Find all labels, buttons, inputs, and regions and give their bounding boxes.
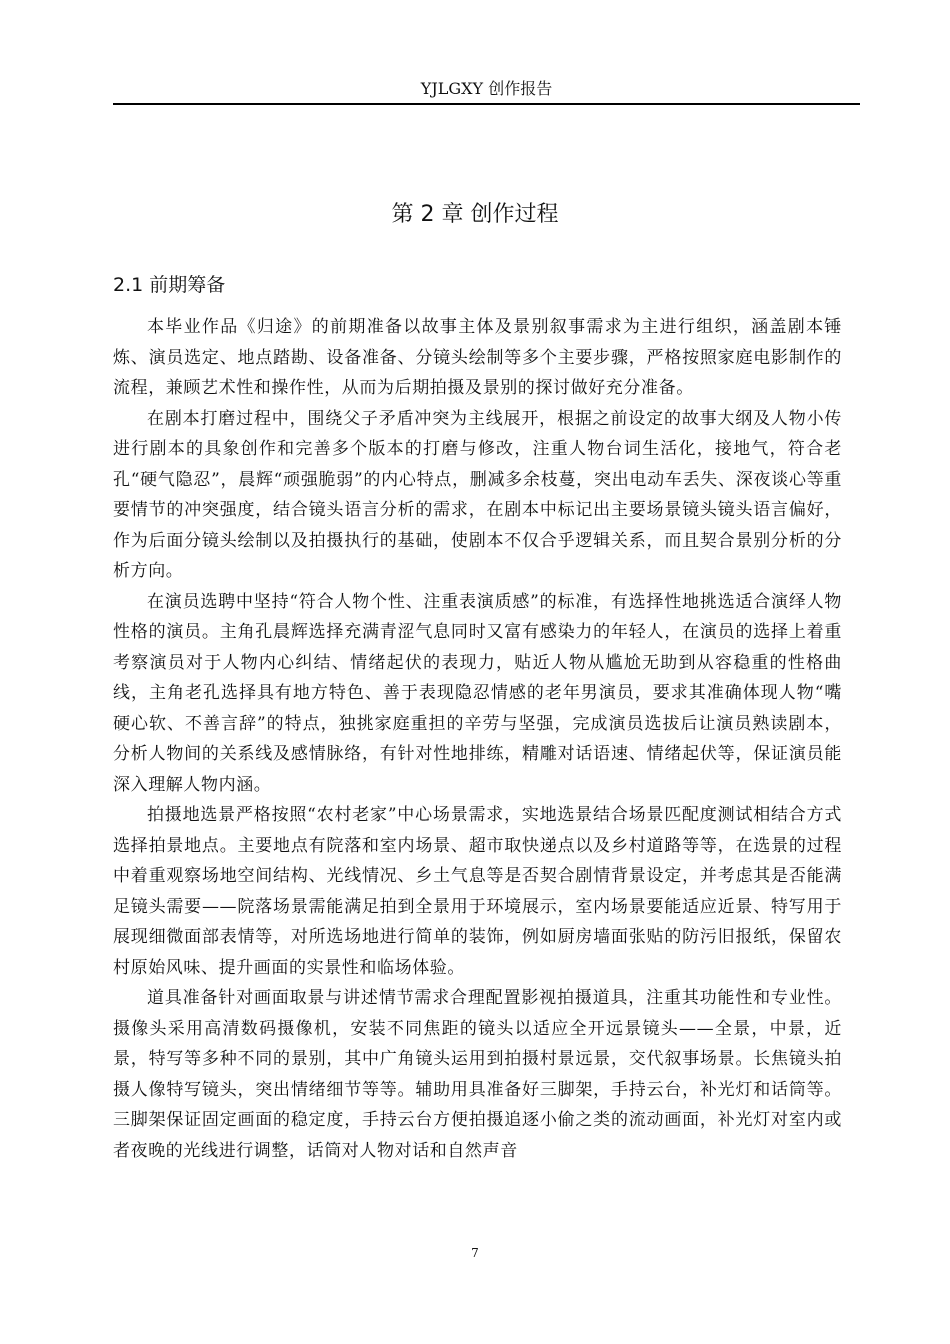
- page-header: [113, 78, 860, 105]
- paragraph: 拍摄地选景严格按照“农村老家”中心场景需求，实地选景结合场景匹配度测试相结合方式选择拍景地点。主要地点有院落和室内场景、超市取快递点以及乡村道路等等，在选景的过程中着重观察场地空间结构、光线情况、乡土气息等是否契合剧情背景设定，并考虑其是否能满足镜头需要——院落场景需能满足拍到全景用于环境展示，室内场景要能适应近景、特写用于展现细微面部表情等，对所选场地进行简单的装饰，例如厨房墙面张贴的防污旧报纸，保留农村原始风味、提升画面的实景性和临场体验。: [113, 805, 842, 978]
- paragraph: 在演员选聘中坚持“符合人物个性、注重表演质感”的标准，有选择性地挑选适合演绎人物性格的演员。主角孔晨辉选择充满青涩气息同时又富有感染力的年轻人，在演员的选择上着重考察演员对于人物内心纠结、情绪起伏的表现力，贴近人物从尴尬无助到从容稳重的性格曲线，主角老孔选择具有地方特色、善于表现隐忍情感的老年男演员，要求其准确体现人物“嘴硬心软、不善言辞”的特点，独挑家庭重担的辛劳与坚强，完成演员选拔后让演员熟读剧本，分析人物间的关系线及感情脉络，有针对性地排练，精雕对话语速、情绪起伏等，保证演员能深入理解人物内涵。: [113, 591, 842, 795]
- paragraph: 道具准备针对画面取景与讲述情节需求合理配置影视拍摄道具，注重其功能性和专业性。摄像头采用高清数码摄像机，安装不同焦距的镜头以适应全开远景镜头——全景，中景，近景，特写等多种不同的景别，其中广角镜头运用到拍摄村景远景，交代叙事场景。长焦镜头拍摄人像特写镜头，突出情绪细节等等。辅助用具准备好三脚架，手持云台，补光灯和话筒等。三脚架保证固定画面的稳定度，手持云台方便拍摄追逐小偷之类的流动画面，补光灯对室内或者夜晚的光线进行调整，话筒对人物对话和自然声音: [113, 988, 842, 1161]
- paragraph: 在剧本打磨过程中，围绕父子矛盾冲突为主线展开，根据之前设定的故事大纲及人物小传进行剧本的具象创作和完善多个版本的打磨与修改，注重人物台词生活化，接地气，符合老孔“硬气隐忍”，晨辉“顽强脆弱”的内心特点，删减多余枝蔓，突出电动车丢失、深夜谈心等重要情节的冲突强度，结合镜头语言分析的需求，在剧本中标记出主要场景镜头镜头语言偏好，作为后面分镜头绘制以及拍摄执行的基础，使剧本不仅合乎逻辑关系，而且契合景别分析的分析方向。: [113, 408, 842, 581]
- body-text: [113, 312, 842, 1166]
- header-title: YJLGXY 创作报告: [420, 79, 553, 98]
- section-title: 2.1 前期筹备: [113, 274, 226, 296]
- paragraph: 本毕业作品《归途》的前期准备以故事主体及景别叙事需求为主进行组织，涵盖剧本锤炼、演员选定、地点踏勘、设备准备、分镜头绘制等多个主要步骤，严格按照家庭电影制作的流程，兼顾艺术性和操作性，从而为后期拍摄及景别的探讨做好充分准备。: [113, 317, 842, 398]
- chapter-title: 第 2 章 创作过程: [391, 202, 559, 227]
- page-number: 7: [471, 1246, 479, 1260]
